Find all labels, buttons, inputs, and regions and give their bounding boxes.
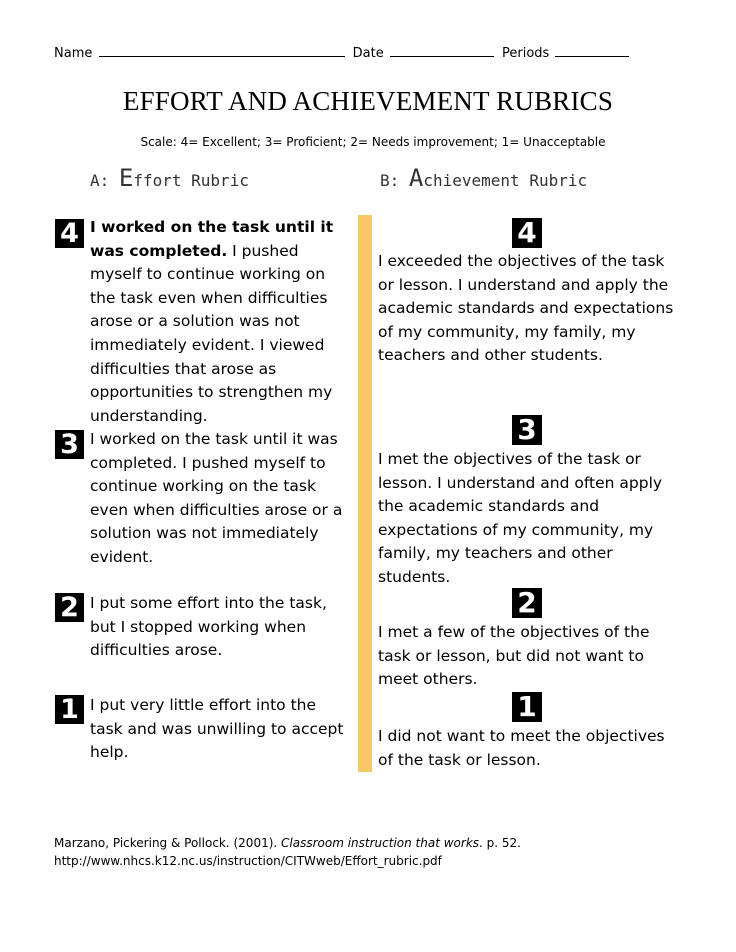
achievement-level-4-text: I exceeded the objectives of the task or lesson. I understand and apply the academic standards and expectations of my community, my family, my teachers and other students.: [378, 252, 674, 365]
column-divider: [358, 215, 372, 772]
effort-level-4-text: [90, 216, 352, 428]
effort-level-3-text: I worked on the task until it was completed. I pushed myself to continue working on the task even when difficulties arose or a solution was not immediately evident.: [90, 430, 343, 566]
page-title: EFFORT AND ACHIEVEMENT RUBRICS: [122, 86, 614, 116]
achievement-score-1-badge: 1: [512, 692, 542, 722]
achievement-level-1-text: I did not want to meet the objectives of the task or lesson.: [378, 727, 665, 769]
effort-rubric-heading: [90, 164, 249, 192]
effort-level-2-text: I put some effort into the task, but I stopped working when difficulties arose.: [90, 594, 327, 660]
achievement-level-2-text: I met a few of the objectives of the task or lesson, but did not want to meet others.: [378, 623, 650, 689]
scale-legend: Scale: 4= Excellent; 3= Proficient; 2= Needs improvement; 1= Unacceptable: [140, 135, 606, 149]
achievement-score-3-badge: 3: [512, 415, 542, 445]
citation-url[interactable]: http://www.nhcs.k12.nc.us/instruction/CITWweb/Effort_rubric.pdf: [54, 854, 442, 868]
student-info-line: [54, 44, 633, 61]
effort-level-4-rest: I pushed myself to continue working on the task even when difficulties arose or a solution was not immediately evident. I viewed difficulties that arose as opportunities to strengthen my understanding.: [90, 241, 333, 425]
citation-book-title: Classroom instruction that works: [281, 836, 480, 850]
achievement-heading-rest: chievement Rubric: [423, 171, 588, 190]
achievement-rubric-heading: [380, 164, 587, 192]
name-field[interactable]: [99, 44, 345, 57]
achievement-heading-prefix: B:: [380, 171, 409, 190]
effort-score-3-badge: 3: [55, 430, 84, 459]
effort-heading-rest: ffort Rubric: [133, 171, 249, 190]
effort-heading-initial: E: [118, 164, 134, 192]
name-label: Name: [54, 46, 93, 61]
periods-field[interactable]: [555, 44, 629, 57]
achievement-heading-initial: A: [408, 164, 424, 192]
citation-reference: [54, 834, 521, 852]
achievement-level-3-text: I met the objectives of the task or lesson. I understand and often apply the academic standards and expectations of my community, my family, my teachers and other students.: [378, 450, 663, 586]
effort-score-4-badge: 4: [55, 219, 84, 248]
citation-authors: Marzano, Pickering & Pollock. (2001).: [54, 836, 282, 850]
date-field[interactable]: [390, 44, 494, 57]
effort-level-1-text: I put very little effort into the task and was unwilling to accept help.: [90, 696, 344, 762]
periods-label: Periods: [502, 46, 550, 61]
date-label: Date: [352, 46, 384, 61]
effort-level-4-bold: I worked on the task until it was completed.: [90, 218, 334, 260]
citation: [54, 834, 521, 870]
effort-heading-prefix: A:: [90, 171, 119, 190]
effort-score-1-badge: 1: [55, 695, 84, 724]
citation-page: . p. 52.: [479, 836, 521, 850]
achievement-score-4-badge: 4: [512, 218, 542, 248]
effort-score-2-badge: 2: [55, 593, 84, 622]
achievement-score-2-badge: 2: [512, 588, 542, 618]
